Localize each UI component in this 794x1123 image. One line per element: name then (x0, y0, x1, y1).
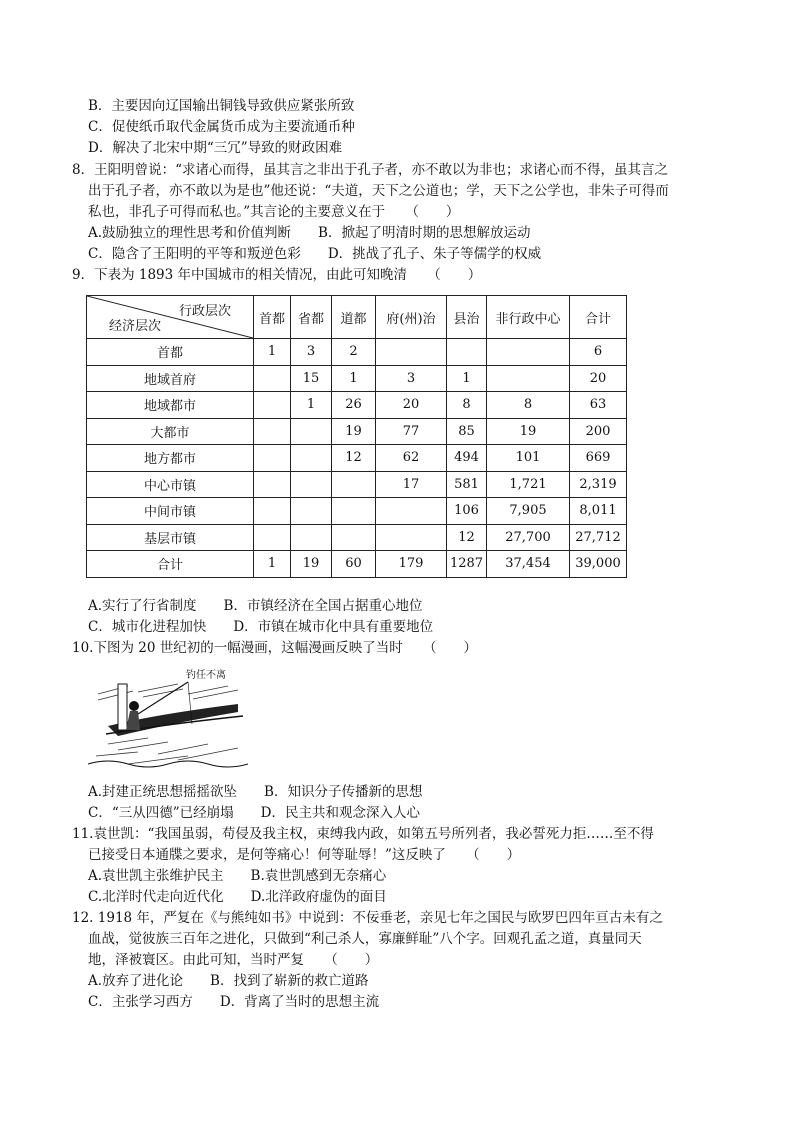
diagonal-header-cell (87, 296, 254, 339)
q10-stem: 10.下图为 20 世纪初的一幅漫画，这幅漫画反映了当时 （ ） (72, 640, 477, 656)
q8-stem-line-3: 私也，非孔子可得而私也。”其言论的主要意义在于 （ ） (88, 204, 460, 220)
column-header: 道都 (332, 296, 376, 339)
city-table (86, 295, 627, 578)
row-label: 中心市镇 (87, 471, 254, 498)
table-cell: 8,011 (570, 498, 627, 525)
row-label: 地方都市 (87, 445, 254, 472)
table-cell: 106 (447, 498, 487, 525)
q7-option-d: D．解决了北宋中期“三冗”导致的财政困难 (88, 140, 343, 156)
table-row (87, 498, 627, 525)
cartoon-caption: 钓任不离 (186, 670, 226, 681)
table-cell (291, 471, 332, 498)
table-cell (332, 471, 376, 498)
table-row (87, 365, 627, 392)
table-cell: 17 (376, 471, 447, 498)
table-cell (254, 471, 291, 498)
table-cell: 19 (332, 418, 376, 445)
table-cell: 60 (332, 551, 376, 578)
table-row (87, 471, 627, 498)
table-cell: 3 (291, 339, 332, 366)
table-row (87, 524, 627, 551)
row-label: 首都 (87, 339, 254, 366)
table-cell: 20 (570, 365, 627, 392)
q9-stem: 9．下表为 1893 年中国城市的相关情况，由此可知晚清 （ ） (72, 267, 482, 283)
table-cell: 63 (570, 392, 627, 419)
column-header: 府(州)治 (376, 296, 447, 339)
table-cell (254, 498, 291, 525)
table-cell (254, 418, 291, 445)
table-cell: 19 (487, 418, 570, 445)
table-cell: 37,454 (487, 551, 570, 578)
q12-options-ab: A.放弃了进化论 B．找到了崭新的救亡道路 (88, 973, 369, 989)
table-cell: 39,000 (570, 551, 627, 578)
table-cell: 27,700 (487, 524, 570, 551)
q8-options-cd: C．隐含了王阳明的平等和叛逆色彩 D．挑战了孔子、朱子等儒学的权威 (88, 246, 542, 262)
table-cell: 101 (487, 445, 570, 472)
column-header: 县治 (447, 296, 487, 339)
q9-options-ab: A.实行了行省制度 B．市镇经济在全国占据重心地位 (88, 598, 423, 614)
cartoon-illustration (88, 664, 248, 770)
table-row (87, 339, 627, 366)
row-label: 大都市 (87, 418, 254, 445)
q10-options-cd: C．“三从四德”已经崩塌 D．民主共和观念深入人心 (88, 805, 420, 821)
q7-option-b: B．主要因向辽国输出铜钱导致供应紧张所致 (88, 98, 355, 114)
column-header: 合计 (570, 296, 627, 339)
table-cell: 19 (291, 551, 332, 578)
table-cell (376, 339, 447, 366)
q11-stem-line-1: 11.袁世凯：“我国虽弱，苟侵及我主权，束缚我内政，如第五号所列者，我必誓死力拒……至不得 (72, 826, 654, 842)
q8-stem-line-2: 出于孔子者，亦不敢以为是也”他还说：“夫道，天下之公道也；学，天下之公学也，非朱子可得而 (88, 183, 669, 199)
q10-options-ab: A.封建正统思想摇摇欲坠 B．知识分子传播新的思想 (88, 784, 423, 800)
q12-stem-line-2: 血战，觉彼族三百年之进化，只做到“利己杀人，寡廉鲜耻”八个字。回观孔孟之道，真量同天 (88, 931, 642, 947)
table-cell: 15 (291, 365, 332, 392)
table-row-total (87, 551, 627, 578)
table-cell: 179 (376, 551, 447, 578)
table-header-row (87, 296, 627, 339)
table-cell: 1 (332, 365, 376, 392)
table-cell: 1 (254, 551, 291, 578)
table-cell: 581 (447, 471, 487, 498)
table-cell (291, 524, 332, 551)
table-row (87, 418, 627, 445)
row-label: 基层市镇 (87, 524, 254, 551)
header-economic-level: 经济层次 (109, 319, 162, 334)
q12-stem-line-3: 地，泽被寰区。由此可知，当时严复 （ ） (88, 952, 379, 968)
table-cell (376, 524, 447, 551)
table-row (87, 392, 627, 419)
table-cell (254, 445, 291, 472)
q8-stem-line-1: 8．王阳明曾说：“求诸心而得，虽其言之非出于孔子者，亦不敢以为非也；求诸心而不得，虽其言之 (72, 162, 668, 178)
q11-stem-line-2: 已接受日本通牒之要求，是何等痛心！何等耻辱！”这反映了 （ ） (88, 847, 521, 863)
table-cell (254, 365, 291, 392)
column-header: 非行政中心 (487, 296, 570, 339)
table-cell: 12 (447, 524, 487, 551)
table-cell (376, 498, 447, 525)
table-cell (291, 418, 332, 445)
table-cell: 3 (376, 365, 447, 392)
table-cell: 8 (487, 392, 570, 419)
table-cell: 1 (254, 339, 291, 366)
table-cell (487, 365, 570, 392)
row-label: 地域首府 (87, 365, 254, 392)
table-cell (332, 524, 376, 551)
q11-options-ab: A.袁世凯主张维护民主 B.袁世凯感到无奈痛心 (88, 868, 387, 884)
table-cell: 2 (332, 339, 376, 366)
table-row (87, 445, 627, 472)
table-cell: 77 (376, 418, 447, 445)
table-cell (254, 524, 291, 551)
table-cell: 7,905 (487, 498, 570, 525)
column-header: 首都 (254, 296, 291, 339)
table-cell: 26 (332, 392, 376, 419)
q11-options-cd: C.北洋时代走向近代化 D.北洋政府虚伪的面目 (88, 889, 387, 905)
table-cell (332, 498, 376, 525)
table-cell: 1 (447, 365, 487, 392)
table-cell (291, 498, 332, 525)
q8-options-ab: A.鼓励独立的理性思考和价值判断 B．掀起了明清时期的思想解放运动 (88, 225, 531, 241)
column-header: 省都 (291, 296, 332, 339)
table-cell: 85 (447, 418, 487, 445)
fishing-cartoon (88, 664, 248, 770)
header-admin-level: 行政层次 (178, 304, 231, 319)
table-cell: 1 (291, 392, 332, 419)
table-cell: 200 (570, 418, 627, 445)
table-cell (487, 339, 570, 366)
row-label: 中间市镇 (87, 498, 254, 525)
q7-option-c: C．促使纸币取代金属货币成为主要流通币种 (88, 119, 355, 135)
table-cell: 669 (570, 445, 627, 472)
table-cell: 12 (332, 445, 376, 472)
q9-options-cd: C．城市化进程加快 D．市镇在城市化中具有重要地位 (88, 619, 434, 635)
q12-options-cd: C．主张学习西方 D．背离了当时的思想主流 (88, 994, 380, 1010)
q12-stem-line-1: 12. 1918 年，严复在《与熊纯如书》中说到：不佞垂老，亲见七年之国民与欧罗巴四年亘古未有之 (72, 910, 663, 926)
table-cell (447, 339, 487, 366)
table-cell: 20 (376, 392, 447, 419)
table-cell: 2,319 (570, 471, 627, 498)
table-cell: 62 (376, 445, 447, 472)
table-cell: 494 (447, 445, 487, 472)
table-cell (254, 392, 291, 419)
row-label: 合计 (87, 551, 254, 578)
row-label: 地域都市 (87, 392, 254, 419)
table-cell: 27,712 (570, 524, 627, 551)
table-cell: 6 (570, 339, 627, 366)
table-cell: 1,721 (487, 471, 570, 498)
table-cell: 8 (447, 392, 487, 419)
table-cell (291, 445, 332, 472)
table-cell: 1287 (447, 551, 487, 578)
